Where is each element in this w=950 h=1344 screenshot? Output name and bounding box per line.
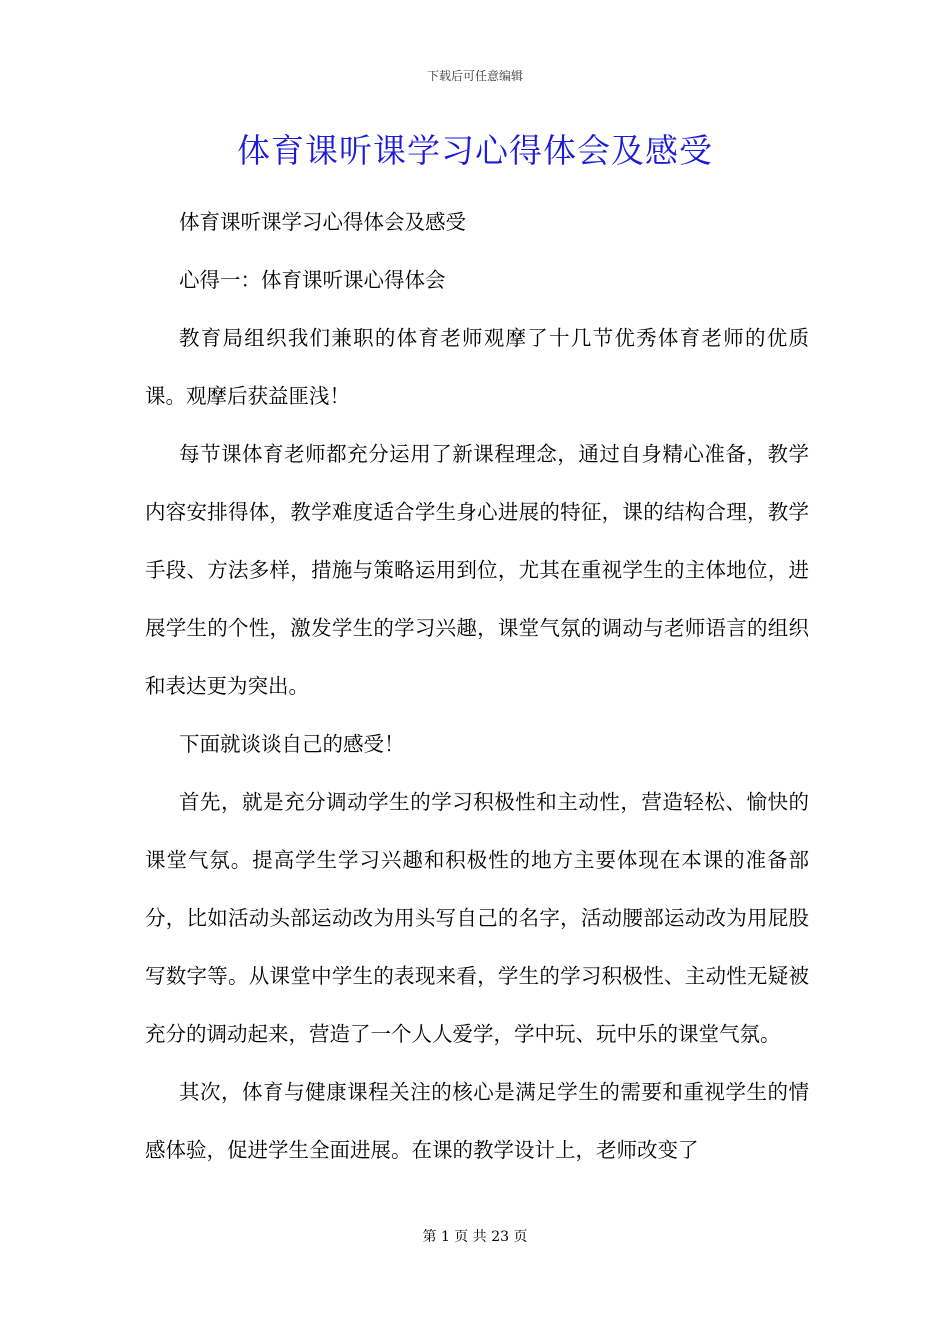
header-note: 下载后可任意编辑 (426, 69, 523, 83)
paragraph: 每节课体育老师都充分运用了新课程理念，通过自身精心准备，教学内容安排得体，教学难度适合学生身心进展的特征，课的结构合理，教学手段、方法多样，措施与策略运用到位，尤其在重视学生的主体地位，进展学生的个性，激发学生的学习兴趣，课堂气氛的调动与老师语言的组织和表达更为突出。 (145, 442, 809, 698)
paragraph-subtitle: 体育课听课学习心得体会及感受 (179, 210, 466, 234)
document-title: 体育课听课学习心得体会及感受 (237, 131, 713, 170)
paragraph: 教育局组织我们兼职的体育老师观摩了十几节优秀体育老师的优质课。观摩后获益匪浅！ (145, 326, 809, 408)
paragraph: 下面就谈谈自己的感受！ (179, 732, 405, 756)
paragraph: 首先，就是充分调动学生的学习积极性和主动性，营造轻松、愉快的课堂气氛。提高学生学习兴趣和积极性的地方主要体现在本课的准备部分，比如活动头部运动改为用头写自己的名字，活动腰部运动改为用屁股写数字等。从课堂中学生的表现来看，学生的学习积极性、主动性无疑被充分的调动起来，营造了一个人人爱学，学中玩、玩中乐的课堂气氛。 (145, 790, 809, 1046)
paragraph: 其次，体育与健康课程关注的核心是满足学生的需要和重视学生的情感体验，促进学生全面进展。在课的教学设计上，老师改变了 (145, 1080, 809, 1162)
document-body (145, 193, 809, 1179)
page-number: 第 1 页 共 23 页 (422, 1229, 528, 1245)
paragraph-section-heading: 心得一：体育课听课心得体会 (179, 268, 446, 292)
